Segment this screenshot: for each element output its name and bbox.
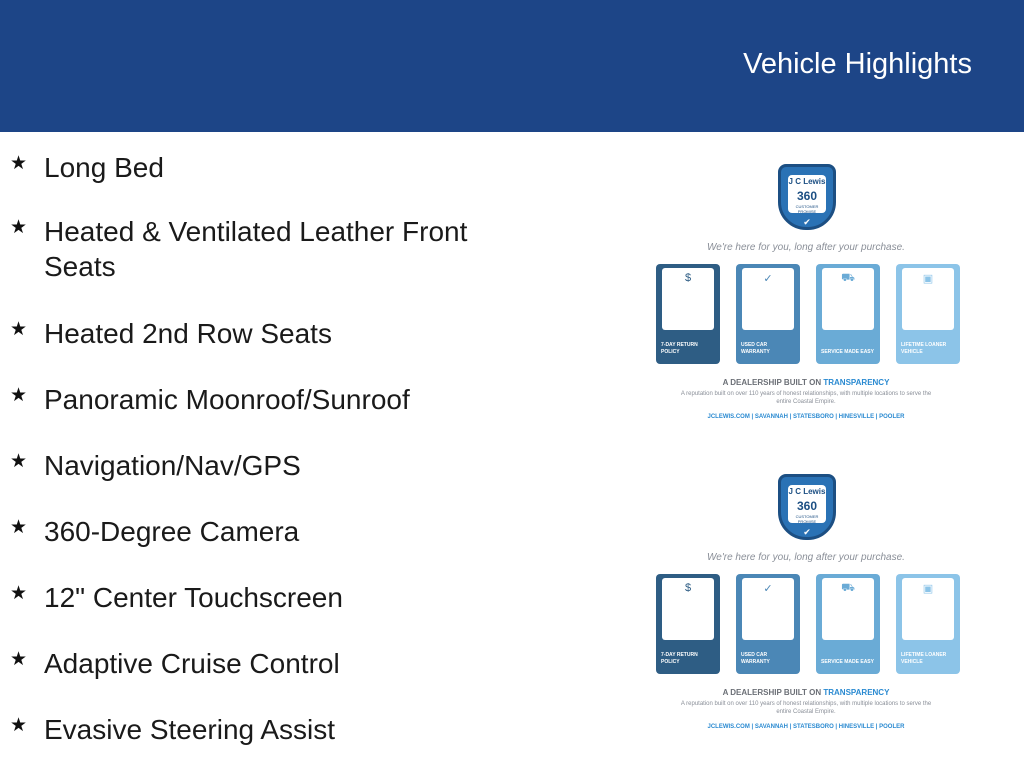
header-bar xyxy=(0,0,1024,132)
shield-icon: ✓ xyxy=(763,583,773,595)
star-icon: ★ xyxy=(10,152,28,174)
promise-card xyxy=(816,264,880,364)
promo-heading xyxy=(648,688,964,697)
promise-card xyxy=(736,264,800,364)
star-icon: ★ xyxy=(10,648,28,670)
dollar-icon: $ xyxy=(684,272,692,284)
star-icon: ★ xyxy=(10,582,28,604)
promo-subheading: A reputation built on over 110 years of honest relationships, with multiple locations to serve the entire Coastal Empire. xyxy=(680,701,932,715)
promo-tagline: We're here for you, long after your purchase. xyxy=(707,242,905,253)
feature-text: Evasive Steering Assist xyxy=(44,714,336,745)
heading-prefix: A DEALERSHIP BUILT ON xyxy=(722,688,822,697)
star-icon: ★ xyxy=(10,516,28,538)
feature-text: Panoramic Moonroof/Sunroof xyxy=(44,384,410,415)
badge-number: 360 xyxy=(796,189,818,203)
promise-card xyxy=(816,574,880,674)
card-label: 7-DAY RETURN POLICY xyxy=(661,652,698,665)
loaner-icon: ▣ xyxy=(922,273,934,285)
loaner-icon: ▣ xyxy=(922,583,934,595)
feature-text: Heated 2nd Row Seats xyxy=(44,318,332,349)
car-icon: ⛟ xyxy=(841,582,855,594)
promise-card xyxy=(656,264,720,364)
star-icon: ★ xyxy=(10,384,28,406)
badge-logo xyxy=(778,164,836,230)
star-icon: ★ xyxy=(10,318,28,340)
promise-card xyxy=(896,574,960,674)
card-label: LIFETIME LOANER VEHICLE xyxy=(901,652,947,665)
shield-icon: ✓ xyxy=(763,273,773,285)
heading-accent: TRANSPARENCY xyxy=(823,378,890,387)
heading-accent: TRANSPARENCY xyxy=(823,688,890,697)
car-icon: ⛟ xyxy=(841,272,855,284)
promise-card xyxy=(656,574,720,674)
feature-list xyxy=(0,132,540,768)
check-icon: ✔ xyxy=(803,217,811,227)
feature-text: Adaptive Cruise Control xyxy=(44,648,340,679)
promo-locations: JCLEWIS.COM | SAVANNAH | STATESBORO | HINESVILLE | POOLER xyxy=(707,724,905,730)
badge-number: 360 xyxy=(796,499,818,513)
promise-card xyxy=(896,264,960,364)
feature-text: Long Bed xyxy=(44,152,164,183)
check-icon: ✔ xyxy=(803,527,811,537)
promo-tagline: We're here for you, long after your purchase. xyxy=(707,552,905,563)
badge-logo xyxy=(778,474,836,540)
badge-caption: CUSTOMER PROMISE xyxy=(795,204,819,214)
heading-prefix: A DEALERSHIP BUILT ON xyxy=(722,378,822,387)
feature-text: Navigation/Nav/GPS xyxy=(44,450,301,481)
feature-text: Heated & Ventilated Leather Front Seats xyxy=(44,216,468,282)
badge-caption: CUSTOMER PROMISE xyxy=(795,514,819,524)
card-label: USED CAR WARRANTY xyxy=(741,652,770,665)
promo-locations: JCLEWIS.COM | SAVANNAH | STATESBORO | HINESVILLE | POOLER xyxy=(707,414,905,420)
card-label: USED CAR WARRANTY xyxy=(741,342,770,355)
promo-heading xyxy=(648,378,964,387)
feature-text: 360-Degree Camera xyxy=(44,516,300,547)
card-label: SERVICE MADE EASY xyxy=(821,349,874,355)
star-icon: ★ xyxy=(10,216,28,238)
card-label: SERVICE MADE EASY xyxy=(821,659,874,665)
star-icon: ★ xyxy=(10,714,28,736)
promise-graphic xyxy=(648,474,964,742)
promo-subheading: A reputation built on over 110 years of honest relationships, with multiple locations to serve the entire Coastal Empire. xyxy=(680,391,932,405)
promise-card xyxy=(736,574,800,674)
badge-brand: J C Lewis xyxy=(788,487,826,496)
card-label: LIFETIME LOANER VEHICLE xyxy=(901,342,947,355)
badge-brand: J C Lewis xyxy=(788,177,826,186)
dollar-icon: $ xyxy=(684,582,692,594)
star-icon: ★ xyxy=(10,450,28,472)
promise-graphic xyxy=(648,164,964,432)
card-label: 7-DAY RETURN POLICY xyxy=(661,342,698,355)
feature-text: 12" Center Touchscreen xyxy=(44,582,343,613)
page-title: Vehicle Highlights xyxy=(743,48,972,80)
